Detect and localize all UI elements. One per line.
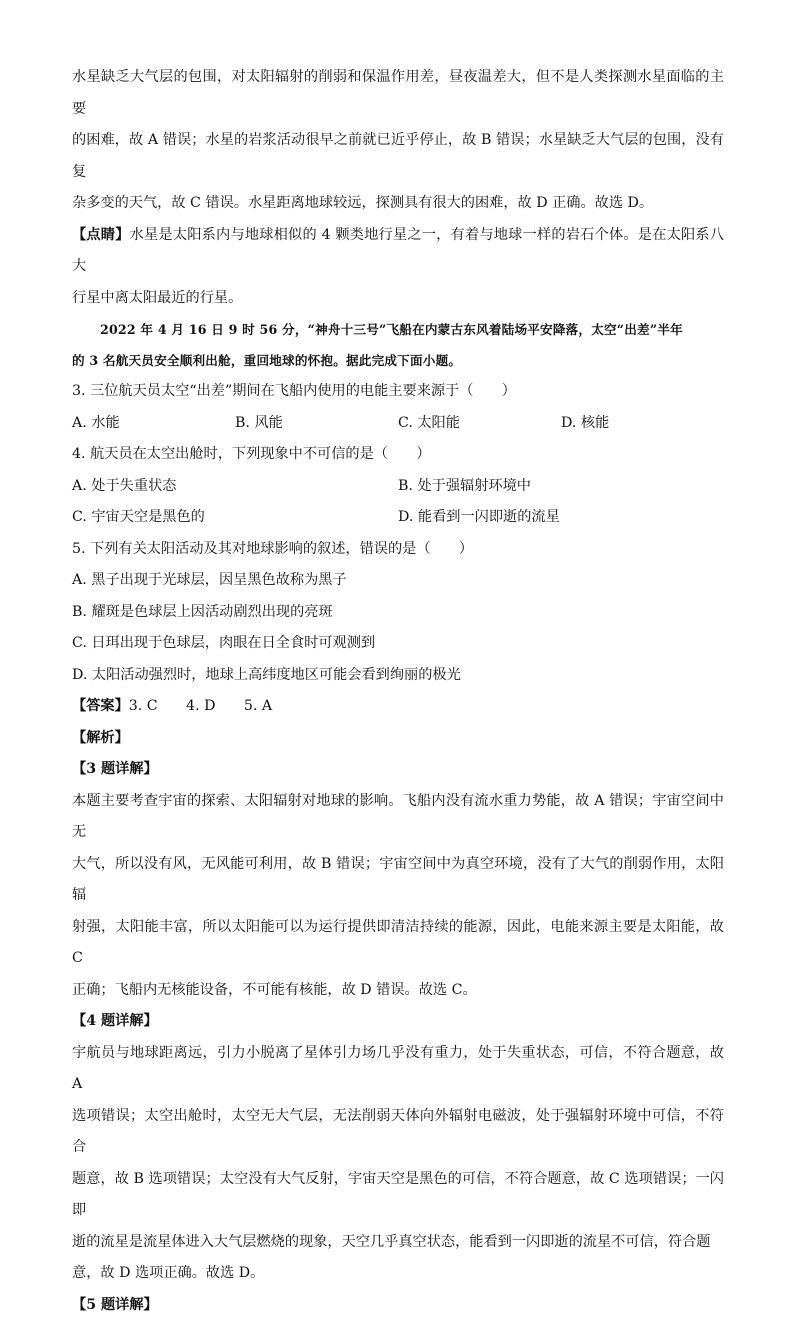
text-line: 的困难，故 A 错误；水星的岩浆活动很早之前就已近乎停止，故 B 错误；水星缺乏大气层的包围，没有复	[72, 125, 724, 188]
text-line: 意，故 D 选项正确。故选 D。	[72, 1258, 724, 1290]
detail-4-tag: 【4 题详解】	[72, 1006, 724, 1038]
detail-4	[72, 1006, 724, 1290]
answer-text: 3. C 4. D 5. A	[129, 698, 272, 714]
option-d: D. 能看到一闪即逝的流星	[398, 502, 724, 534]
answer-section	[72, 691, 724, 723]
options-row	[72, 471, 724, 503]
option-c: C. 宇宙天空是黑色的	[72, 502, 398, 534]
text-line: 水星缺乏大气层的包围，对太阳辐射的削弱和保温作用差，昼夜温差大，但不是人类探测水星面临的主要	[72, 62, 724, 125]
option-d: D. 核能	[561, 408, 724, 440]
text-line: 正确；飞船内无核能设备，不可能有核能，故 D 错误。故选 C。	[72, 975, 724, 1007]
option-b: B. 处于强辐射环境中	[398, 471, 724, 503]
material-block	[72, 314, 724, 376]
detail-3-tag: 【3 题详解】	[72, 754, 724, 786]
question-stem: 5. 下列有关太阳活动及其对地球影响的叙述，错误的是（ ）	[72, 534, 724, 566]
intro-paragraph	[72, 62, 724, 220]
text-line: 水星是太阳系内与地球相似的 4 颗类地行星之一，有着与地球一样的岩石个体。是在太阳系八大	[72, 227, 724, 275]
jiexi-tag: 【解析】	[72, 723, 724, 755]
question-4	[72, 439, 724, 534]
detail-3	[72, 754, 724, 1006]
dianjing-tag: 【点睛】	[72, 227, 130, 243]
text-line: 行星中离太阳最近的行星。	[72, 283, 724, 315]
material-line: 2022 年 4 月 16 日 9 时 56 分，“神舟十三号”飞船在内蒙古东风着陆场平安降落，太空“出差”半年	[100, 322, 683, 337]
question-stem: 3. 三位航天员太空“出差”期间在飞船内使用的电能主要来源于（ ）	[72, 376, 724, 408]
option-a: A. 黑子出现于光球层，因呈黑色故称为黑子	[72, 565, 724, 597]
option-a: A. 水能	[72, 408, 235, 440]
option-a: A. 处于失重状态	[72, 471, 398, 503]
options-row	[72, 502, 724, 534]
text-line: 选项错误；太空出舱时，太空无大气层，无法削弱天体向外辐射电磁波，处于强辐射环境中可信，不符合	[72, 1101, 724, 1164]
question-5	[72, 534, 724, 692]
page-content	[72, 62, 724, 1321]
option-c: C. 日珥出现于色球层，肉眼在日全食时可观测到	[72, 628, 724, 660]
options-row	[72, 408, 724, 440]
text-line: 射强，太阳能丰富，所以太阳能可以为运行提供即清洁持续的能源，因此，电能来源主要是太阳能，故 C	[72, 912, 724, 975]
option-b: B. 风能	[235, 408, 398, 440]
text-line: 题意，故 B 选项错误；太空没有大气反射，宇宙天空是黑色的可信，不符合题意，故 C 选项错误；一闪即	[72, 1164, 724, 1227]
detail-5-tag: 【5 题详解】	[72, 1290, 724, 1321]
answer-tag: 【答案】	[72, 698, 129, 714]
text-line: 杂多变的天气，故 C 错误。水星距离地球较远，探测具有很大的困难，故 D 正确。故选 D。	[72, 188, 724, 220]
text-line: 大气，所以没有风，无风能可利用，故 B 错误；宇宙空间中为真空环境，没有了大气的削弱作用，太阳辐	[72, 849, 724, 912]
text-line: 逝的流星是流星体进入大气层燃烧的现象，天空几乎真空状态，能看到一闪即逝的流星不可信，符合题	[72, 1227, 724, 1259]
question-stem: 4. 航天员在太空出舱时，下列现象中不可信的是（ ）	[72, 439, 724, 471]
question-3	[72, 376, 724, 439]
material-line: 的 3 名航天员安全顺利出舱，重回地球的怀抱。据此完成下面小题。	[72, 345, 724, 376]
detail-5	[72, 1290, 724, 1321]
option-c: C. 太阳能	[398, 408, 561, 440]
text-line: 本题主要考查宇宙的探索、太阳辐射对地球的影响。飞船内没有流水重力势能，故 A 错误；宇宙空间中无	[72, 786, 724, 849]
option-b: B. 耀斑是色球层上因活动剧烈出现的亮斑	[72, 597, 724, 629]
option-d: D. 太阳活动强烈时，地球上高纬度地区可能会看到绚丽的极光	[72, 660, 724, 692]
dianjing-section	[72, 220, 724, 315]
text-line: 宇航员与地球距离远，引力小脱离了星体引力场几乎没有重力，处于失重状态，可信，不符合题意，故 A	[72, 1038, 724, 1101]
